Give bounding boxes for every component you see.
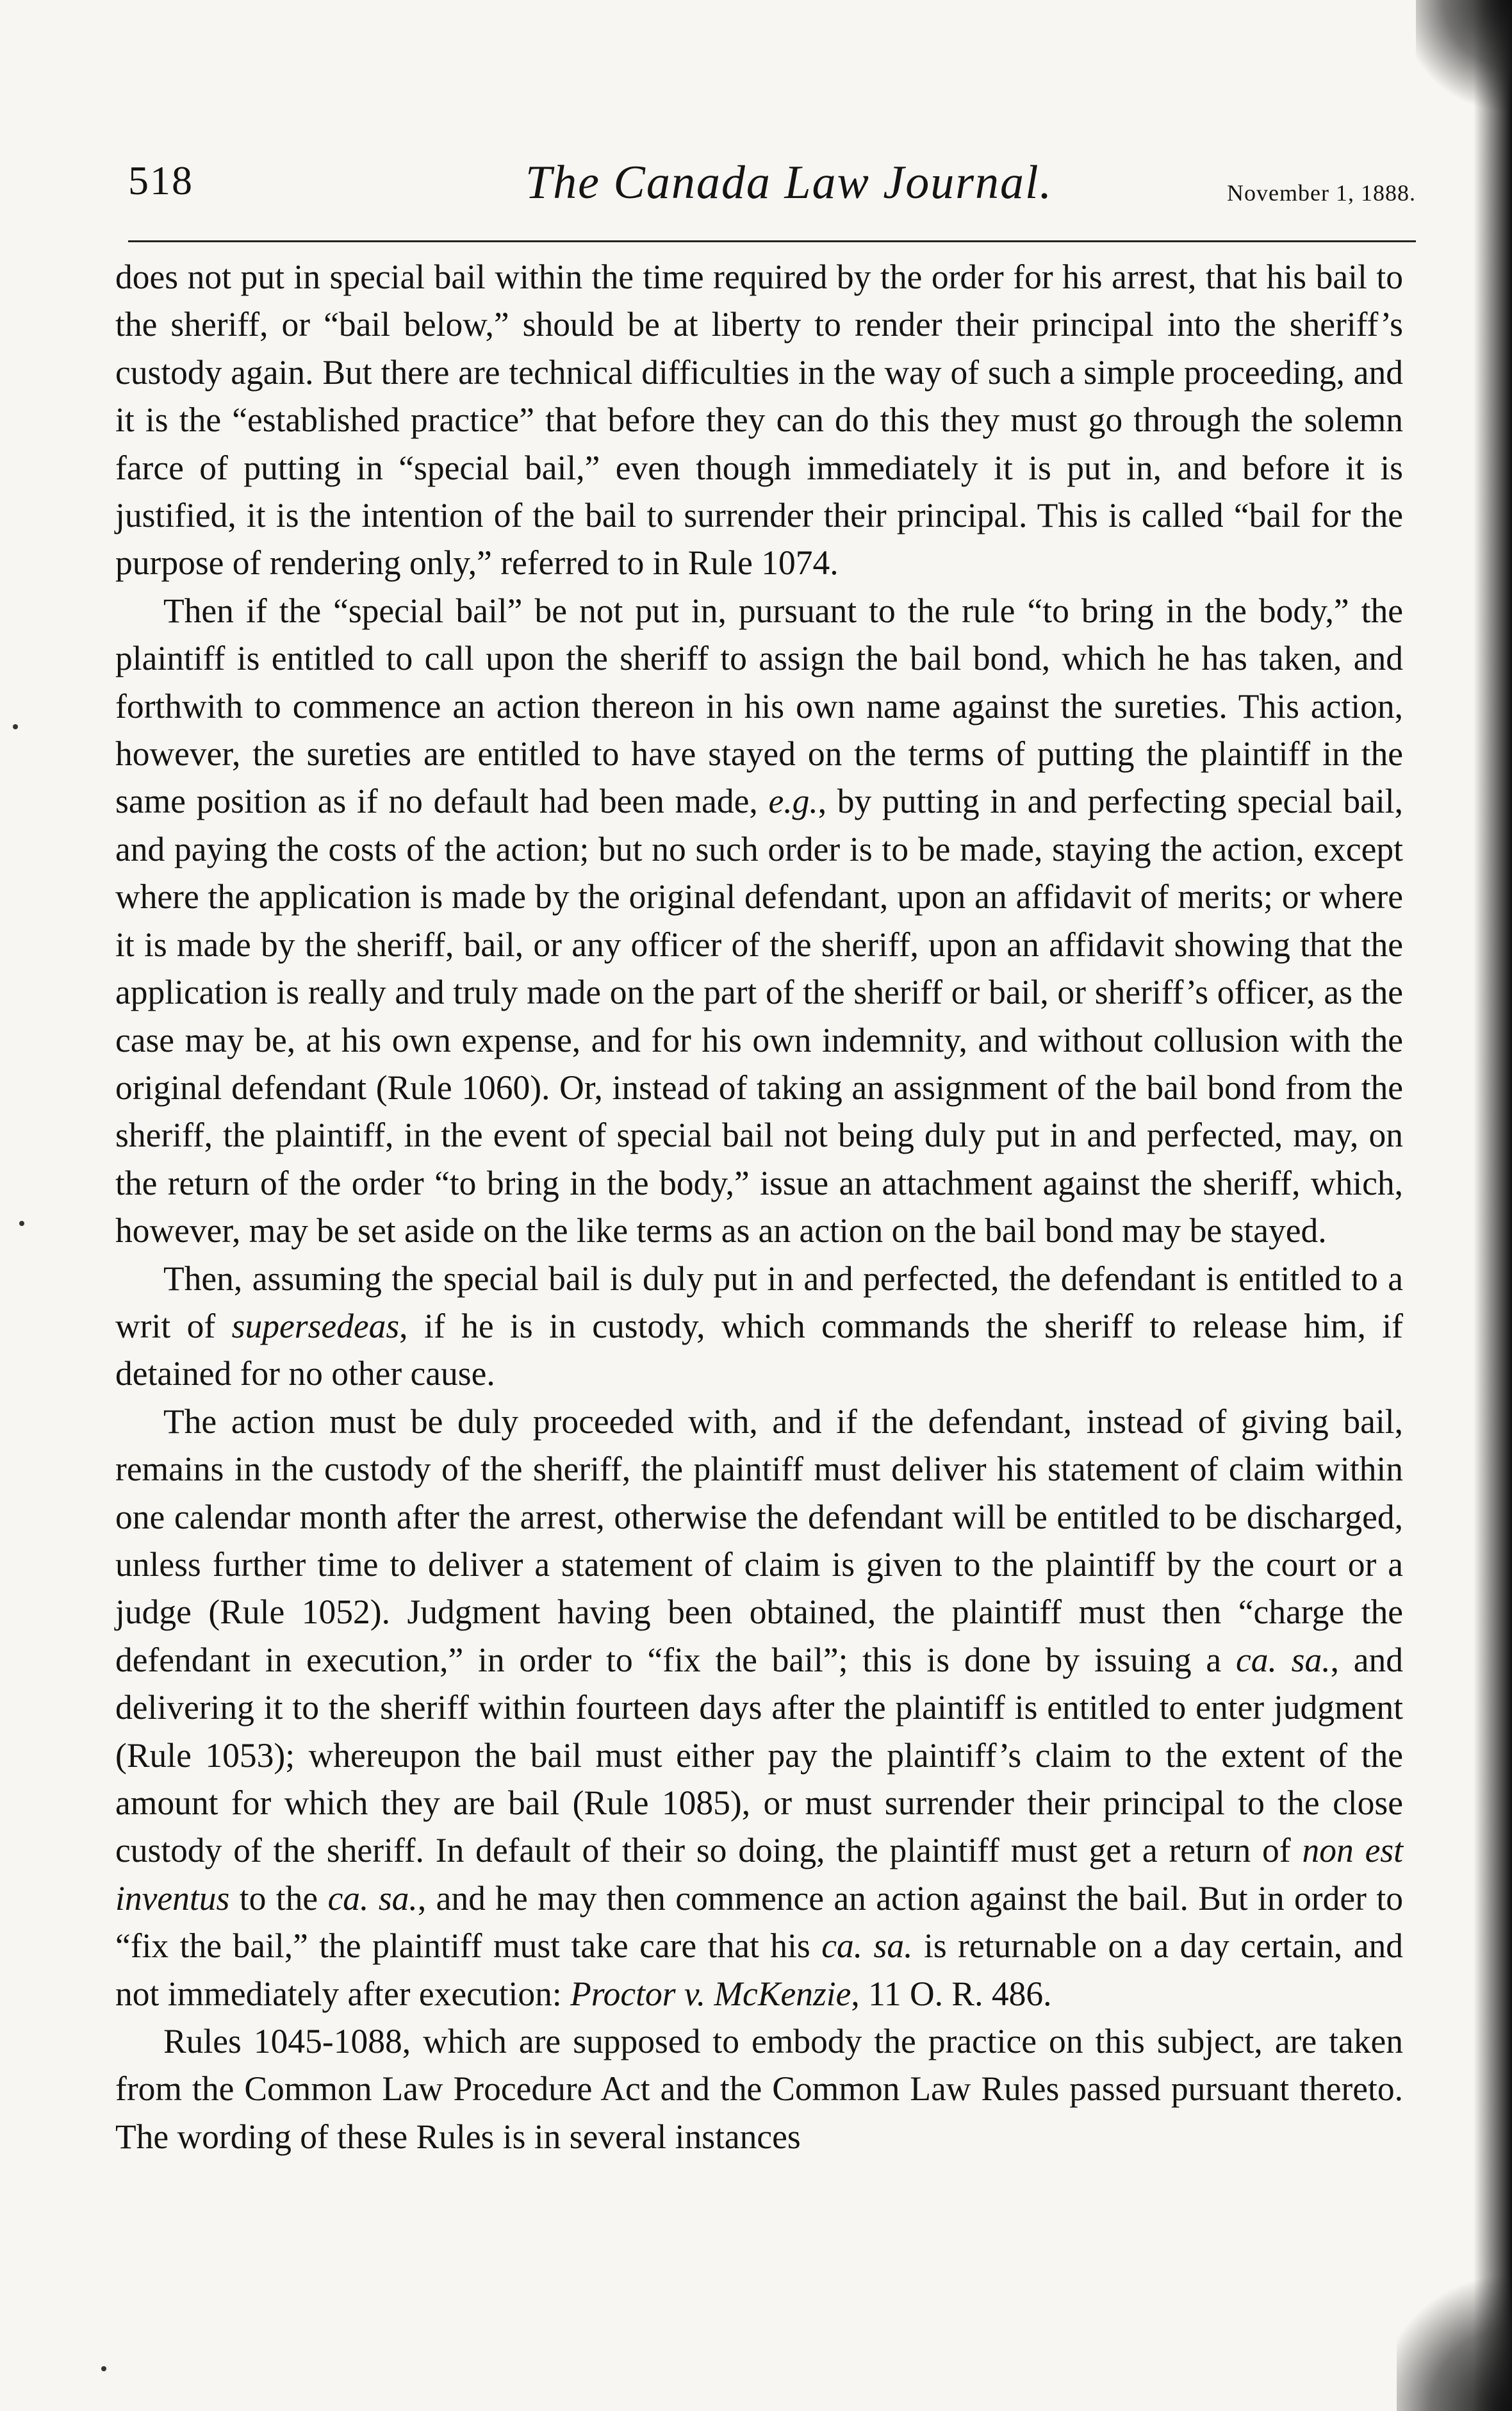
paragraph-4-text-b: , and delivering it to the sheriff within fourteen days after the plaintiff is entitled to enter judgment (Rule 1053); whereupon the bail must either pay the plaintiff’s claim to the extent of the amount for which they are bail (Rule 1085), or must surrender their principal to the close custody of the sheriff. In default of their so doing, the plaintiff must get a return of (115, 1640, 1403, 1870)
article-body (115, 253, 1403, 2160)
journal-title: The Canada Law Journal. (525, 156, 1053, 209)
page-number: 518 (128, 158, 193, 203)
paragraph-5: Rules 1045-1088, which are supposed to embody the practice on this subject, are taken from the Common Law Procedure Act and the Common Law Rules passed pursuant thereto. The wording of these Rules is in several instances (115, 2022, 1403, 2156)
scan-speck (19, 1221, 24, 1226)
issue-date: November 1, 1888. (1227, 180, 1416, 206)
paragraph-3 (115, 1255, 1403, 1398)
paragraph-2-eg: e.g. (768, 782, 818, 821)
paragraph-4-ca-sa-1: ca. sa. (1235, 1640, 1331, 1679)
scan-shadow-edge (1474, 0, 1512, 2411)
scan-speck (101, 2366, 106, 2371)
scan-shadow-corner-top (1416, 0, 1512, 115)
paragraph-3-text-b: , if he is in custody, which commands the sheriff to release him, if detained for no other cause. (115, 1306, 1403, 1393)
paragraph-4 (115, 1398, 1403, 2017)
paragraph-4-text-e: is returnable on a day certain, and not immediately after execution: (115, 1926, 1403, 2013)
paragraph-4-text-f: , 11 O. R. 486. (851, 1974, 1052, 2013)
paragraph-3-text-a: Then, assuming the special bail is duly put in and perfected, the defendant is entitled to a writ of (115, 1259, 1403, 1345)
paragraph-2-text-b: , by putting in and perfecting special bail, and paying the costs of the action; but no such order is to be made, staying the action, except where the application is made by the original defendant, upon an affidavit of merits; or where it is made by the sheriff, bail, or any officer of the sheriff, upon an affidavit showing that the application is really and truly made on the part of the sheriff or bail, or sheriff’s officer, as the case may be, at his own expense, and for his own indemnity, and without collusion with the original defendant (Rule 1060). Or, instead of taking an assignment of the bail bond from the sheriff, the plaintiff, in the event of special bail not being duly put in and perfected, may, on the return of the order “to bring in the body,” issue an attachment against the sheriff, which, however, may be set aside on the like terms as an action on the bail bond may be stayed. (115, 782, 1403, 1250)
scan-speck (13, 724, 18, 729)
paragraph-4-ca-sa-3: ca. sa. (821, 1926, 913, 1966)
paragraph-2 (115, 587, 1403, 1255)
scan-shadow-corner-bottom (1397, 2270, 1512, 2411)
paragraph-2-text-a: Then if the “special bail” be not put in, pursuant to the rule “to bring in the body,” the plaintiff is entitled to call upon the sheriff to assign the bail bond, which he has taken, and forthwith to commence an action thereon in his own name against the sureties. This action, however, the sureties are entitled to have stayed on the terms of putting the plaintiff in the same position as if no default had been made, (115, 591, 1403, 821)
paragraph-4-text-d: , and he may then commence an action against the bail. But in order to “fix the bail,” the plaintiff must take care that his (115, 1878, 1403, 1966)
paragraph-3-writ: supersedeas (231, 1306, 400, 1345)
paragraph-4-non-est-inventus: non est inventus (115, 1831, 1403, 1918)
paragraph-1: does not put in special bail within the time required by the order for his arrest, that his bail to the sheriff, or “bail below,” should be at liberty to render their principal into the sheriff’s custody again. But there are technical difficulties in the way of such a simple proceeding, and it is the “established practice” that before they can do this they must go through the solemn farce of putting in “special bail,” even though immediately it is put in, and before it is justified, it is the intention of the bail to surrender their principal. This is called “bail for the purpose of rendering only,” referred to in Rule 1074. (115, 258, 1403, 583)
paragraph-4-text-a: The action must be duly proceeded with, and if the defendant, instead of giving bail, remains in the custody of the sheriff, the plaintiff must deliver his statement of claim within one calendar month after the arrest, otherwise the defendant will be entitled to be discharged, unless further time to deliver a statement of claim is given to the plaintiff by the court or a judge (Rule 1052). Judgment having been obtained, the plaintiff must then “charge the defendant in execution,” in order to “fix the bail”; this is done by issuing a (115, 1402, 1403, 1679)
paragraph-4-ca-sa-2: ca. sa. (327, 1878, 418, 1918)
paragraph-4-text-c: to the (229, 1878, 328, 1918)
page-header (128, 144, 1416, 215)
header-rule (128, 240, 1416, 242)
paragraph-4-case-citation: Proctor v. McKenzie (570, 1974, 851, 2013)
